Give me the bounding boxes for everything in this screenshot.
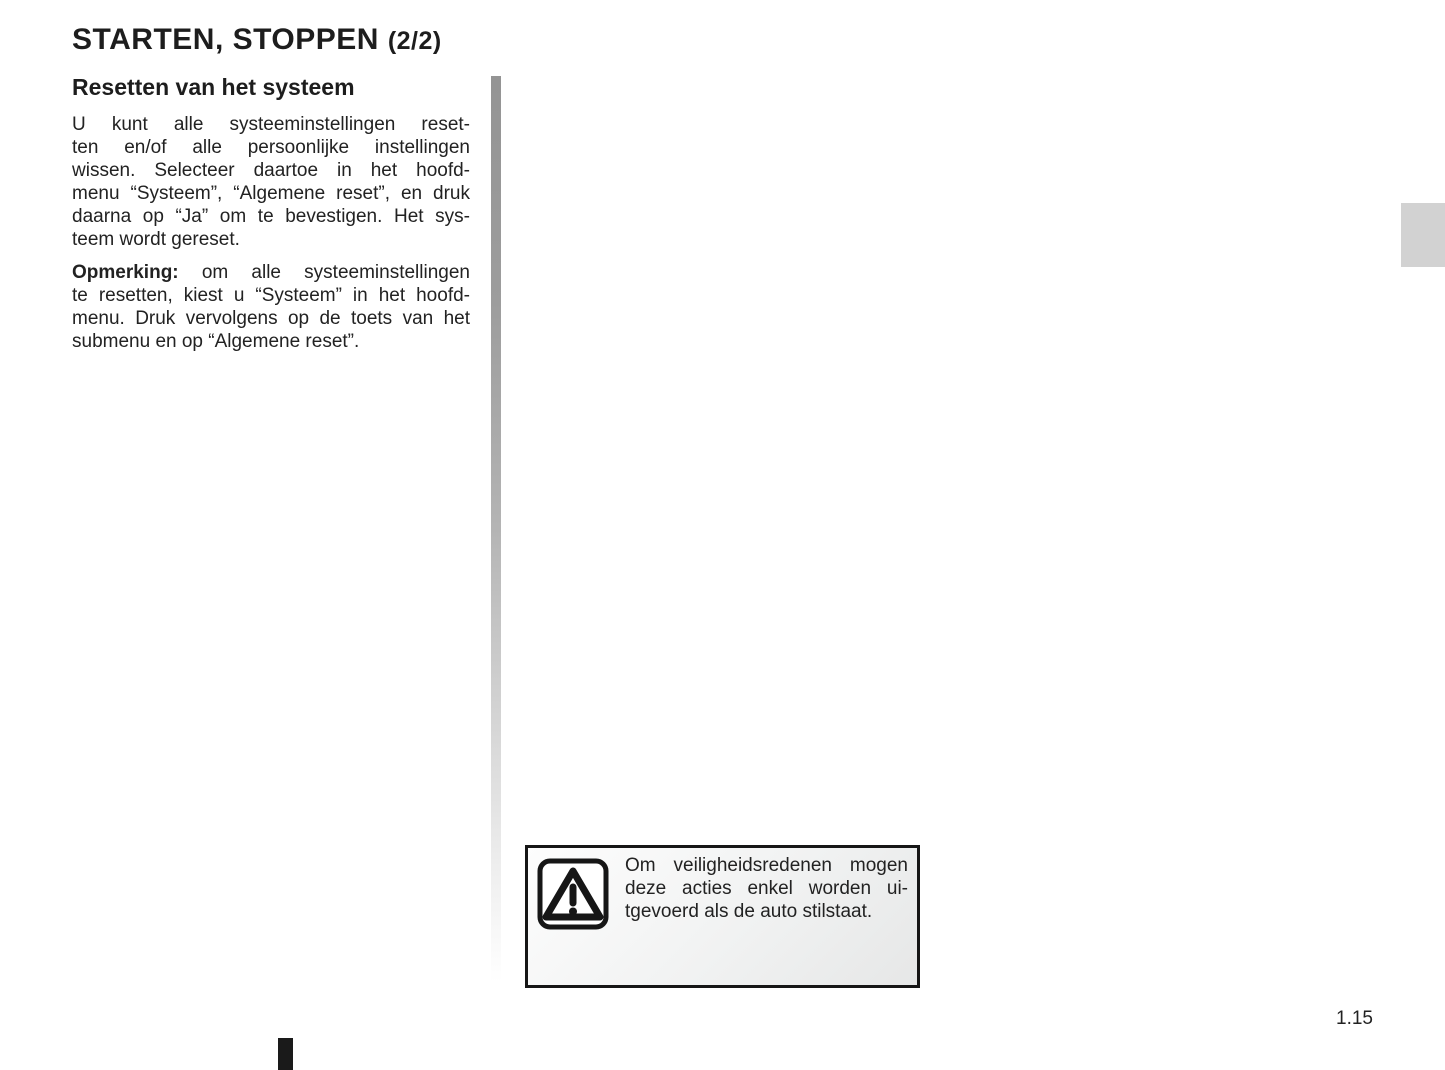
section-heading: Resetten van het systeem [72, 74, 355, 100]
page-title-main: STARTEN, STOPPEN [72, 23, 379, 56]
warning-text [625, 854, 908, 923]
text-line: Opmerking: om alle systeeminstellingen [72, 262, 470, 283]
text-line: teem wordt gereset. [72, 229, 240, 250]
text-line: te resetten, kiest u “Systeem” in het hoofd- [72, 285, 470, 306]
text-line: daarna op “Ja” om te bevestigen. Het sys- [72, 206, 470, 227]
text-line: U kunt alle systeeminstellingen reset- [72, 114, 470, 135]
page-title [72, 20, 442, 57]
text-line: ten en/of alle persoonlijke instellingen [72, 137, 470, 158]
section-tab-marker [1401, 203, 1445, 267]
page-title-suffix: (2/2) [387, 27, 442, 55]
text-line: deze acties enkel worden ui- [625, 878, 908, 899]
text-line: menu. Druk vervolgens op de toets van het [72, 308, 470, 329]
text-line: menu “Systeem”, “Algemene reset”, en druk [72, 183, 470, 204]
paragraph-reset-instructions [72, 113, 470, 251]
text-line: submenu en op “Algemene reset”. [72, 331, 360, 352]
warning-box [525, 845, 920, 988]
text-line: wissen. Selecteer daartoe in het hoofd- [72, 160, 470, 181]
warning-triangle-icon [537, 858, 609, 930]
column-divider [491, 76, 501, 982]
print-registration-mark [278, 1038, 293, 1070]
text-line: tgevoerd als de auto stilstaat. [625, 901, 873, 922]
text-line: Om veiligheidsredenen mogen [625, 855, 908, 876]
page-number: 1.15 [1336, 1008, 1373, 1029]
paragraph-note [72, 261, 470, 353]
